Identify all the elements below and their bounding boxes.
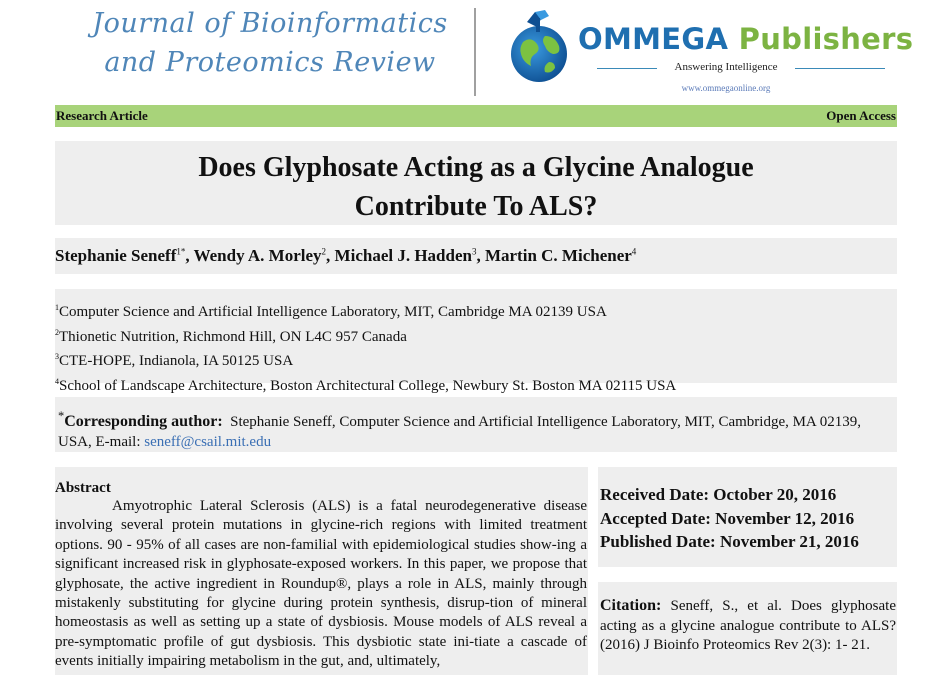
citation-box	[598, 582, 897, 675]
affiliation-item	[55, 372, 676, 397]
author-separator: ,	[326, 246, 335, 265]
author-superscript: 2	[321, 246, 327, 257]
affiliation-item	[55, 298, 676, 323]
author-superscript: 3	[471, 246, 477, 257]
corresponding-author-text	[58, 406, 888, 452]
affiliation-item	[55, 347, 676, 372]
open-access-label: Open Access	[826, 108, 896, 123]
publisher-name-part2: Publishers	[738, 22, 914, 56]
title-box	[55, 141, 897, 225]
affiliations-box	[55, 289, 897, 394]
author-superscript: 4	[631, 246, 637, 257]
corresponding-email-link[interactable]: seneff@csail.mit.edu	[144, 434, 272, 450]
dates-box	[598, 467, 897, 567]
affiliation-superscript: 4	[55, 376, 59, 386]
header-divider	[474, 8, 476, 96]
corresponding-star: *	[58, 409, 65, 423]
journal-title-line1: Journal of Bioinformatics	[92, 8, 448, 39]
author-name: Michael J. Hadden	[334, 246, 472, 265]
author-separator: ,	[185, 246, 194, 265]
affiliation-superscript: 3	[55, 352, 59, 361]
article-title	[55, 148, 897, 226]
date-list	[600, 483, 859, 554]
affiliation-item	[55, 323, 676, 348]
received-date: Received Date: October 20, 2016	[600, 485, 837, 504]
author-name: Stephanie Seneff	[55, 246, 177, 265]
author-superscript: 1*	[176, 246, 186, 257]
author-separator: ,	[476, 246, 485, 265]
author-name: Wendy A. Morley	[193, 246, 322, 265]
journal-title-line2: and Proteomics Review	[104, 47, 436, 78]
affiliation-text: School of Landscape Architecture, Boston Architectural College, Newbury St. Boston MA 02115 USA	[59, 377, 677, 394]
publisher-tagline: Answering Intelligence	[674, 61, 778, 73]
article-title-line2: Contribute To ALS?	[354, 191, 598, 222]
affiliation-text: Computer Science and Artificial Intelligence Laboratory, MIT, Cambridge MA 02139 USA	[59, 304, 607, 320]
affiliation-text: CTE-HOPE, Indianola, IA 50125 USA	[59, 353, 294, 369]
article-title-line1: Does Glyphosate Acting as a Glycine Analogue	[198, 152, 754, 183]
accepted-date: Accepted Date: November 12, 2016	[600, 508, 855, 528]
research-article-label: Research Article	[56, 108, 148, 123]
corresponding-author-box	[55, 397, 897, 452]
publisher-url-link[interactable]: www.ommegaonline.org	[681, 83, 771, 93]
citation-label: Citation:	[600, 597, 662, 614]
abstract-heading: Abstract	[55, 480, 111, 496]
tagline-rule-left	[597, 68, 657, 69]
author-list	[55, 246, 636, 266]
citation-body: Seneff, S., et al. Does glyphosate acting as a glycine analogue contribute to ALS? (2016) J Bioinfo Proteomics Rev 2(3): 1- 21.	[600, 598, 897, 653]
tagline-rule-right	[795, 68, 885, 69]
affiliation-superscript: 1	[55, 303, 59, 312]
abstract-body: Amyotrophic Lateral Sclerosis (ALS) is a fatal neurodegenerative disease involving several protein mutations in glycine-rich regions with limited treatment options. 90 - 95% of all cases are non-familial with epidemiological studies show-ing a significant increased risk in glyphosate-exposed workers. In this paper, we propose that glyphosate, the active ingredient in Roundup®, plays a role in ALS, mainly through mistakenly substituting for glycine during protein synthesis, disrup-tion of mineral homeostasis as well as setting up a state of dysbiosis. Mouse models of ALS reveal a pre-symptomatic profile of gut dysbiosis. This dysbiotic state ini-tiate a cascade of events initially impairing metabolism in the gut, and, ultimately,	[55, 498, 587, 670]
globe-logo-icon	[505, 8, 573, 84]
affiliation-text: Thionetic Nutrition, Richmond Hill, ON L4C 957 Canada	[59, 328, 407, 345]
affiliation-superscript: 2	[55, 327, 59, 337]
article-type-bar	[55, 105, 897, 127]
affiliation-list	[55, 298, 676, 396]
citation-text	[600, 596, 896, 656]
author-name: Martin C. Michener	[484, 246, 632, 265]
authors-box	[55, 238, 897, 274]
publisher-name	[578, 22, 913, 56]
published-date: Published Date: November 21, 2016	[600, 532, 859, 551]
journal-title	[80, 4, 460, 82]
corresponding-author-details: Stephanie Seneff, Computer Science and Artificial Intelligence Laboratory, MIT, Cambridge, MA 02139, USA, E-mail:	[58, 414, 861, 450]
publisher-name-part1: OMMEGA	[578, 22, 729, 56]
abstract-box	[55, 467, 588, 675]
corresponding-author-label: Corresponding author:	[64, 413, 223, 430]
